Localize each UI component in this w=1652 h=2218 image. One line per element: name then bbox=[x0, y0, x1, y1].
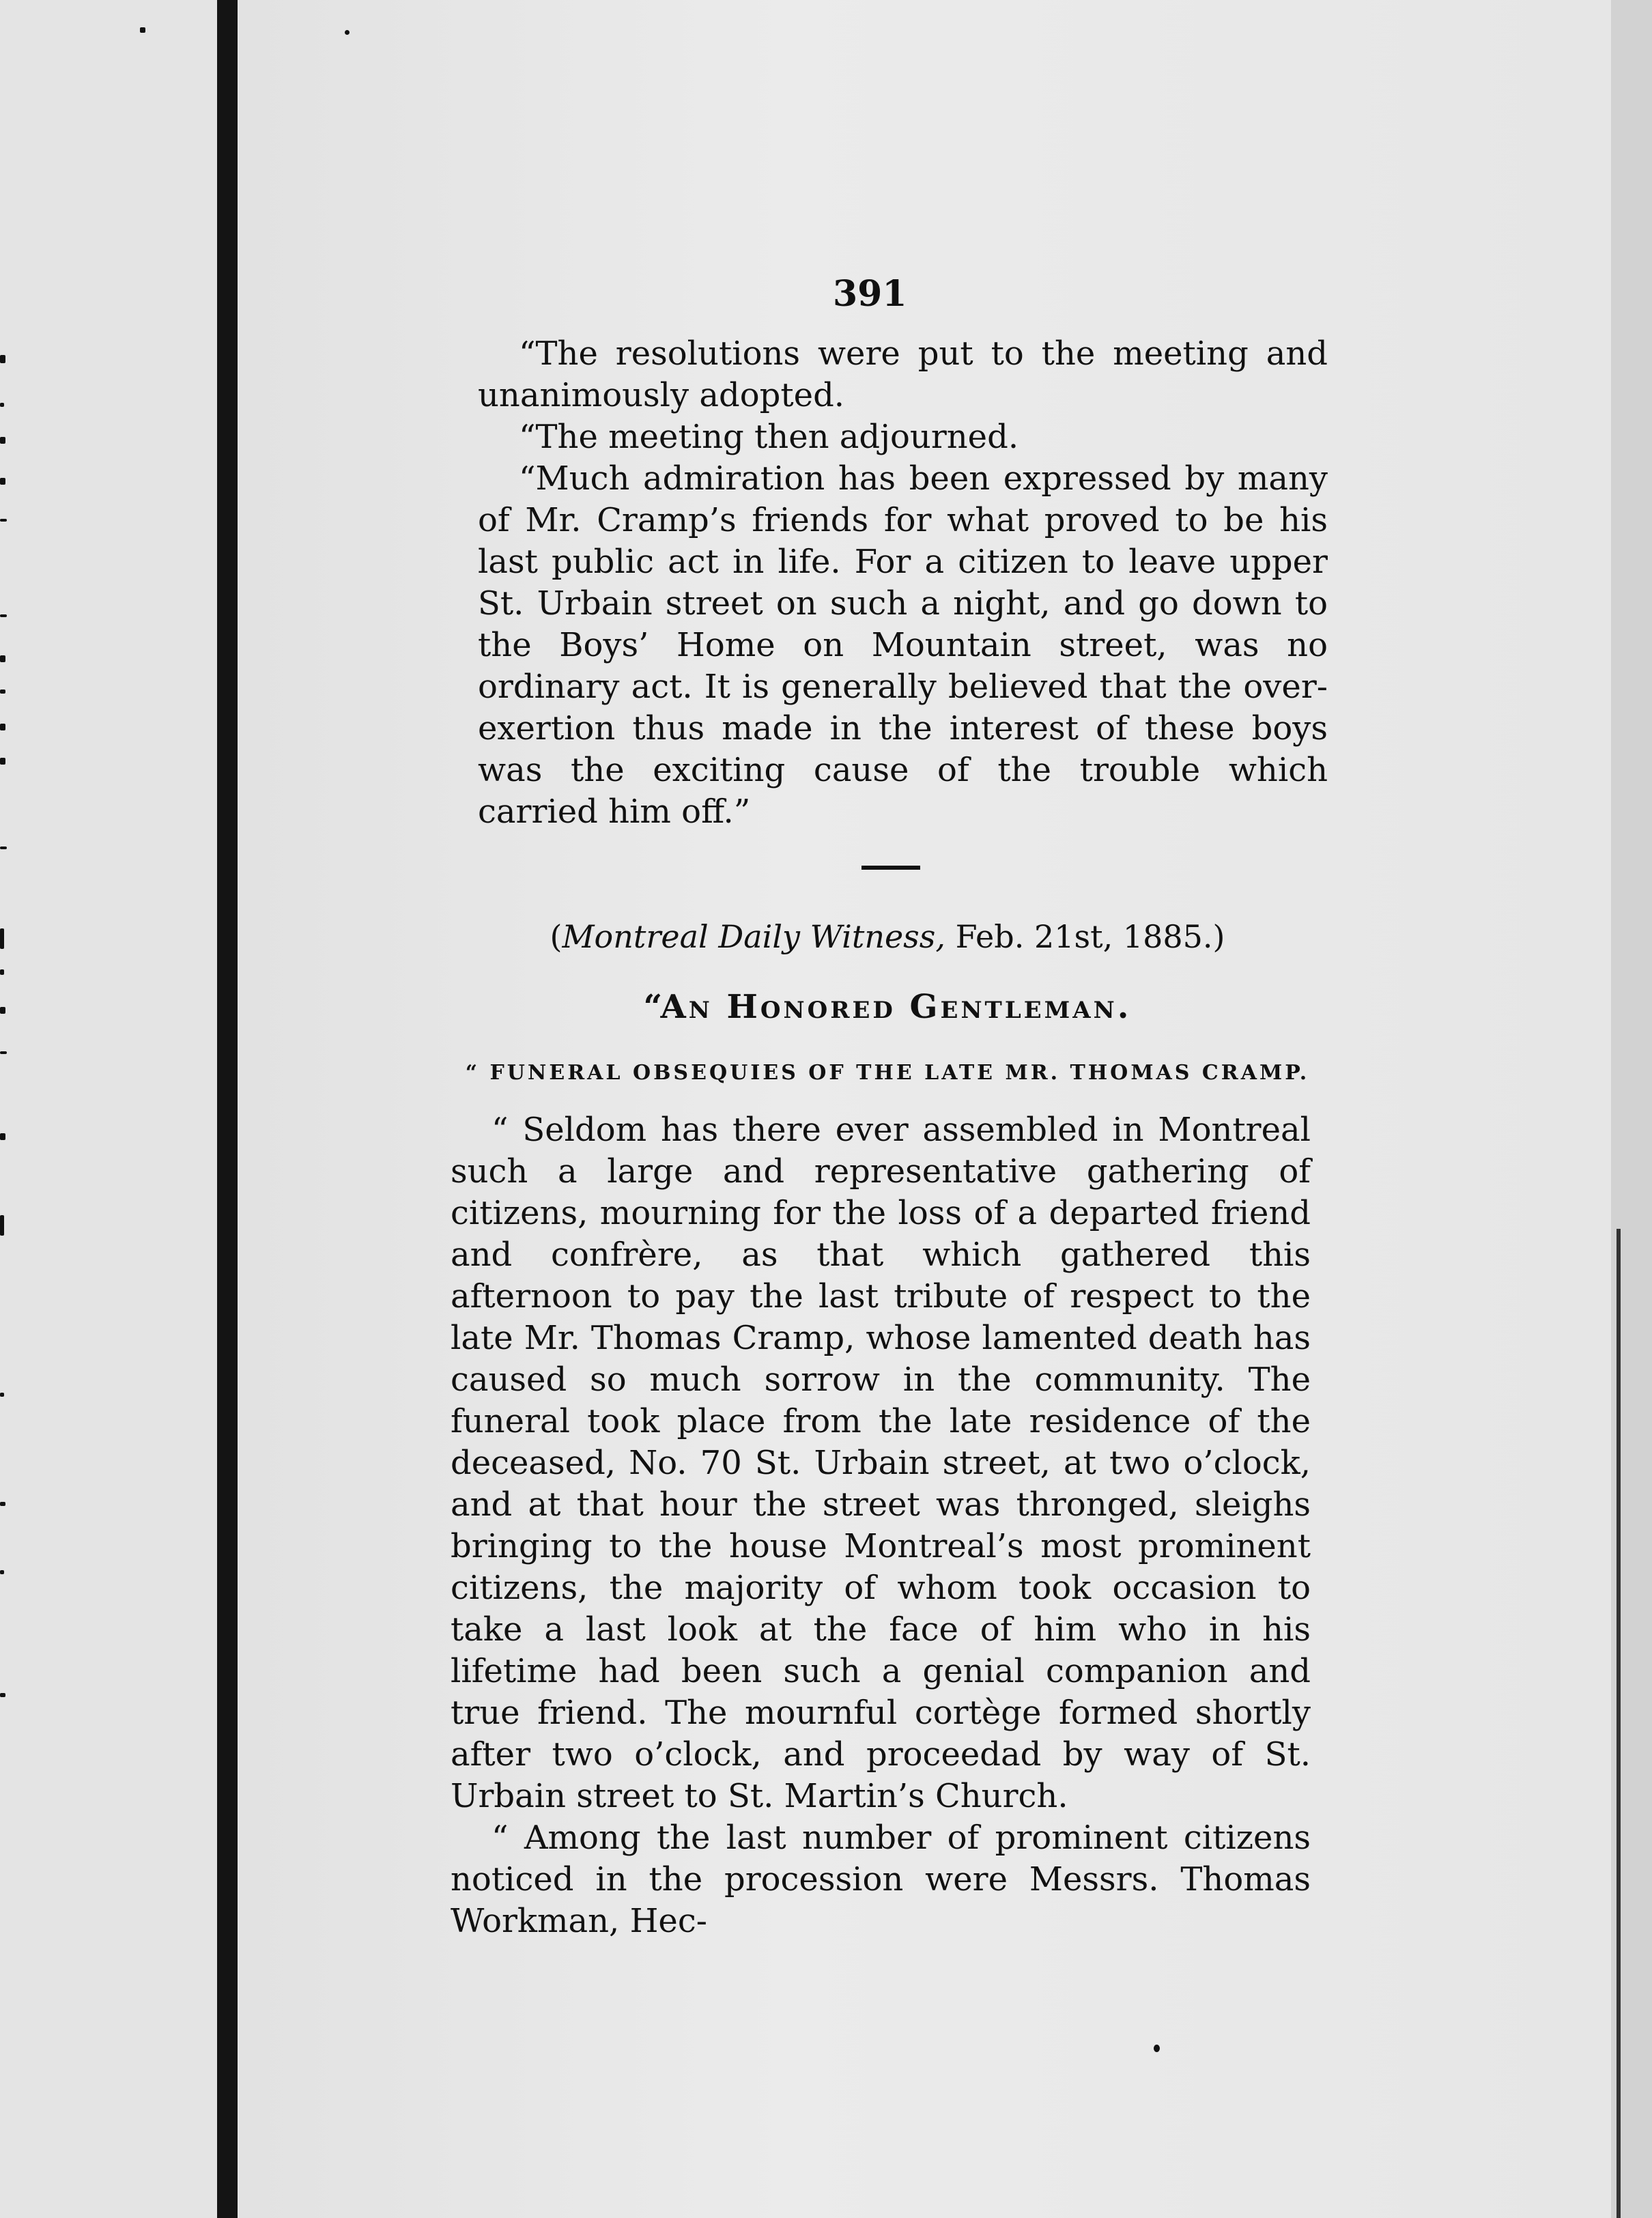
facing-page-mark bbox=[0, 724, 5, 730]
facing-page-mark bbox=[0, 758, 5, 765]
facing-page-mark bbox=[0, 519, 7, 522]
facing-page-mark bbox=[0, 1215, 4, 1236]
facing-page-mark bbox=[0, 928, 4, 949]
facing-page-mark bbox=[0, 403, 4, 407]
facing-page-mark bbox=[0, 847, 7, 849]
article-subheadline: “ FUNERAL OBSEQUIES OF THE LATE MR. THOMAS CRAMP. bbox=[465, 1061, 1310, 1085]
source-citation bbox=[437, 918, 1338, 955]
source-open-paren: ( bbox=[550, 918, 562, 955]
facing-page-mark bbox=[0, 1693, 5, 1697]
facing-page-mark bbox=[0, 1393, 4, 1397]
page-speck bbox=[1154, 2045, 1160, 2052]
article-headline: “An Honored Gentleman. bbox=[643, 988, 1132, 1026]
facing-page-mark bbox=[0, 478, 5, 485]
page-speck bbox=[345, 30, 350, 35]
page-right-edge bbox=[1611, 0, 1652, 2218]
facing-page-mark bbox=[0, 1051, 7, 1054]
book-gutter bbox=[217, 0, 238, 2218]
article-body bbox=[451, 1109, 1311, 1942]
facing-page-mark bbox=[0, 969, 4, 975]
section-divider bbox=[861, 866, 920, 870]
paragraph: “ Among the last number of prominent citizens noticed in the procession were Messrs. Thomas Workman, Hec- bbox=[451, 1819, 1311, 1940]
facing-page-mark bbox=[0, 1570, 4, 1574]
facing-page-mark bbox=[0, 655, 5, 662]
facing-page-mark bbox=[0, 1502, 5, 1506]
paragraph: “The meeting then adjourned. bbox=[519, 418, 1019, 456]
source-date: Feb. 21st, 1885.) bbox=[945, 918, 1225, 955]
facing-page-mark bbox=[0, 614, 7, 617]
facing-page-mark bbox=[0, 1133, 5, 1140]
source-publication: Montreal Daily Witness, bbox=[562, 918, 946, 955]
facing-page-mark bbox=[140, 27, 145, 33]
paragraph: “ Seldom has there ever assembled in Montreal such a large and representative gathering of citizens, mourning for the loss of a departed friend and confrère, as that which gathered this afternoon to pay the last tribute of respect to the late Mr. Thomas Cramp, whose lamented death has caused so much sorrow in the community. The funeral took place from the late residence of the deceased, No. 70 St. Urbain street, at two o’clock, and at that hour the street was thronged, sleighs bringing to the house Montreal’s most prominent citizens, the majority of whom took occasion to take a last look at the face of him who in his lifetime had been such a genial companion and true friend. The mournful cortège formed shortly after two o’clock, and proceedad by way of St. Urbain street to St. Martin’s Church. bbox=[451, 1111, 1311, 1815]
continued-quotation bbox=[478, 333, 1328, 833]
facing-page-margin bbox=[0, 0, 217, 2218]
paragraph: “Much admiration has been expressed by many of Mr. Cramp’s friends for what proved to be his last public act in life. For a citizen to leave upper St. Urbain street on such a night, and go down to the Boys’ Home on Mountain street, was no ordinary act. It is generally believed that the over-exertion thus made in the interest of these boys was the exciting cause of the trouble which carried him off.” bbox=[478, 459, 1328, 831]
paragraph: “The resolutions were put to the meeting and unanimously adopted. bbox=[478, 335, 1328, 414]
page-number: 391 bbox=[833, 273, 907, 315]
page-edge-shadow bbox=[1617, 1229, 1621, 2218]
facing-page-mark bbox=[0, 689, 5, 694]
facing-page-mark bbox=[0, 1007, 5, 1014]
facing-page-mark bbox=[0, 437, 5, 444]
facing-page-mark bbox=[0, 355, 5, 363]
